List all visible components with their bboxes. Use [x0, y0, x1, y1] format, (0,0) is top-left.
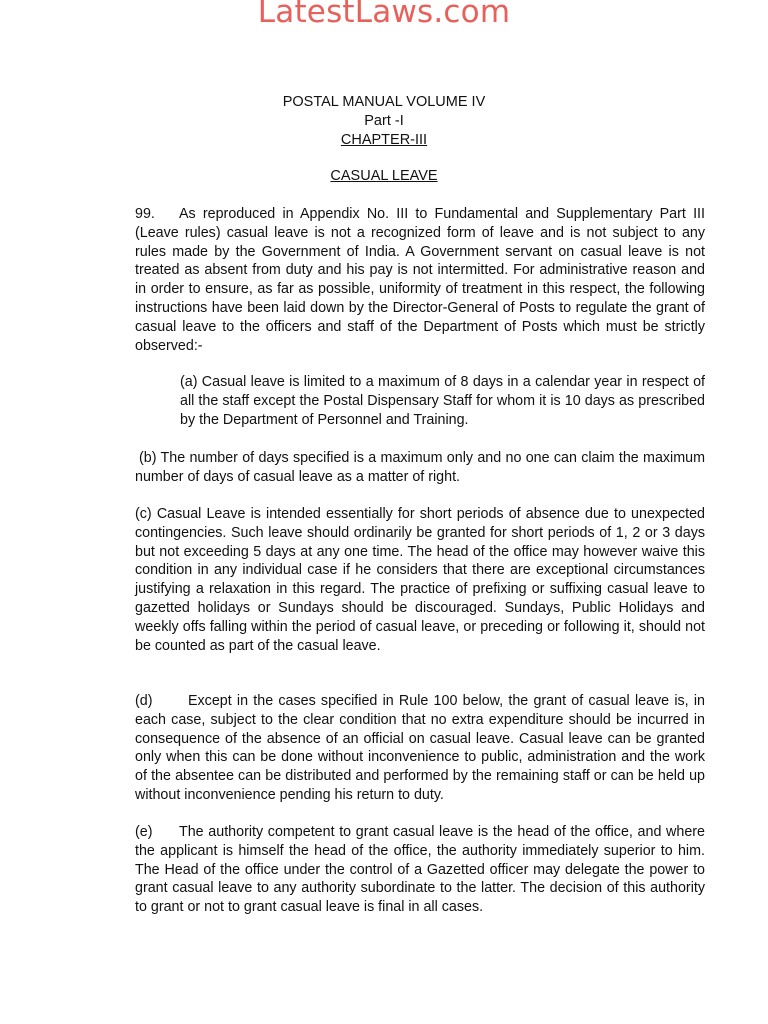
paragraph-text: As reproduced in Appendix No. III to Fundamental and Supplementary Part III (Leave rules) casual leave is not a recognized form of leave and is not subject to any rules made by the Government of India. A Government servant on casual leave is not treated as absent from duty and his pay is not intermitted. For administrative reason and in order to ensure, as far as possible, uniformity of treatment in this respect, the following instructions have been laid down by the Director-General of Posts to regulate the grant of casual leave to the officers and staff of the Department of Posts which must be strictly observed:-	[135, 206, 705, 354]
chapter-heading: CHAPTER-III	[340, 132, 428, 148]
paragraph-text: (c) Casual Leave is intended essentially for short periods of absence due to unexpected contingencies. Such leave should ordinarily be granted for short periods of 1, 2 or 3 days but not exceeding 5 days at any one time. The head of the office may however waive this condition in any individual case if he considers that there are exceptional circumstances justifying a relaxation in this regard. The practice of prefixing or suffixing casual leave to gazetted holidays or Sundays should be discouraged. Sundays, Public Holidays and weekly offs falling within the period of casual leave, or preceding or following it, should not be counted as part of the casual leave.	[135, 506, 705, 654]
paragraph-99	[135, 205, 705, 355]
paragraph-text: Except in the cases specified in Rule 100 below, the grant of casual leave is, in each case, subject to the clear condition that no extra expenditure should be incurred in consequence of the absence of an official on casual leave. Casual leave can be granted only when this can be done without inconvenience to public, administration and the work of the absentee can be distributed and performed by the remaining staff or can be held up without inconvenience pending his return to duty.	[135, 693, 705, 803]
paragraph-c	[135, 505, 705, 655]
paragraph-text: (b) The number of days specified is a maximum only and no one can claim the maximum number of days of casual leave as a matter of right.	[135, 450, 705, 485]
paragraph-number: (d)	[135, 693, 153, 709]
paragraph-e	[135, 823, 705, 917]
watermark-logo: LatestLaws.com	[257, 0, 511, 30]
section-heading: CASUAL LEAVE	[330, 168, 438, 184]
paragraph-d	[135, 692, 705, 805]
paragraph-text: (a) Casual leave is limited to a maximum of 8 days in a calendar year in respect of all the staff except the Postal Dispensary Staff for whom it is 10 days as prescribed by the Department of Personnel and Training.	[180, 374, 705, 428]
manual-title: POSTAL MANUAL VOLUME IV	[282, 94, 486, 110]
paragraph-text: The authority competent to grant casual leave is the head of the office, and where the applicant is himself the head of the office, the authority immediately superior to him. The Head of the office under the control of a Gazetted officer may delegate the power to grant casual leave to any authority subordinate to the latter. The decision of this authority to grant or not to grant casual leave is final in all cases.	[135, 824, 705, 916]
part-label: Part -I	[364, 113, 404, 129]
paragraph-a	[135, 373, 705, 429]
paragraph-number: (e)	[135, 824, 153, 840]
paragraph-b	[135, 449, 705, 487]
paragraph-number: 99.	[135, 206, 155, 222]
